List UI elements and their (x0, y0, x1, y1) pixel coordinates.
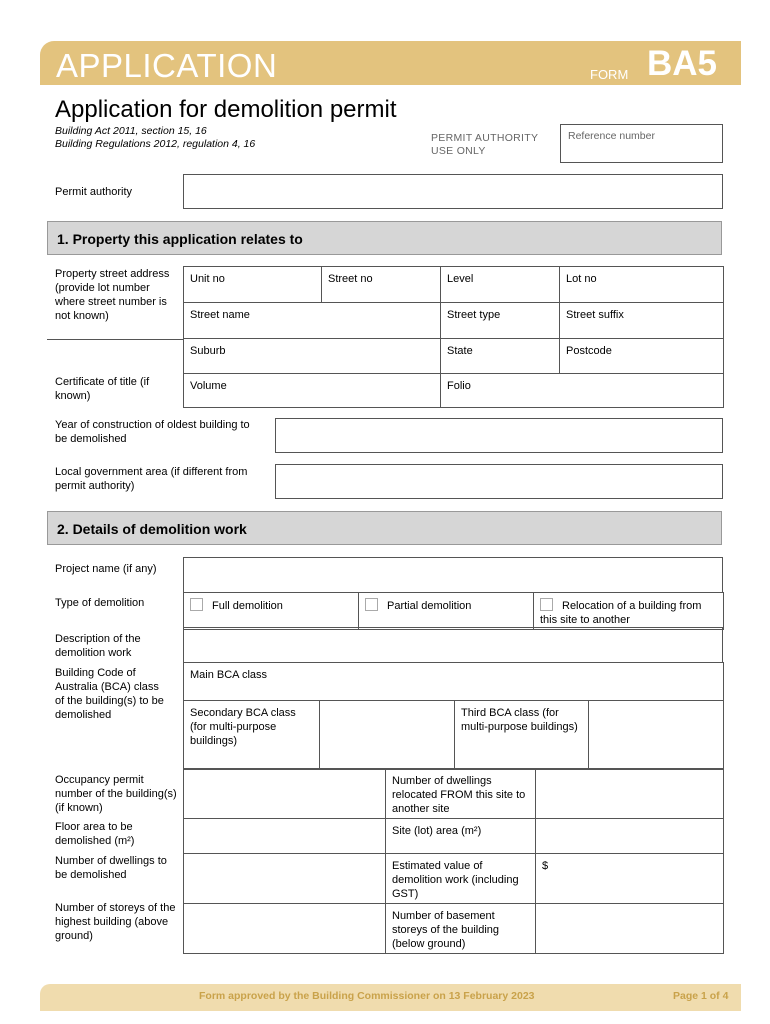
description-label: Description of the demolition work (55, 633, 141, 659)
property-address-table (183, 266, 724, 408)
permit-authority-field[interactable] (183, 174, 723, 209)
street-no-field[interactable]: Street no (322, 267, 441, 303)
page-number: Page 1 of 4 (673, 990, 729, 1002)
dwellings-relocated-field[interactable] (536, 769, 724, 819)
page-title: Application for demolition permit (55, 96, 397, 123)
pa-use-only-line2: USE ONLY (431, 145, 486, 157)
type-of-demolition-table (183, 592, 724, 630)
occupancy-permit-field[interactable] (184, 769, 386, 819)
description-field[interactable] (183, 627, 723, 663)
partial-demolition-checkbox[interactable] (365, 598, 378, 611)
full-demolition-option[interactable] (184, 593, 359, 630)
street-type-field[interactable]: Street type (441, 303, 560, 339)
suburb-field[interactable]: Suburb (184, 339, 441, 374)
street-suffix-field[interactable]: Street suffix (560, 303, 724, 339)
certificate-of-title-label: Certificate of title (if known) (55, 376, 150, 402)
dwellings-demolished-field[interactable] (184, 854, 386, 904)
storeys-above-label: Number of storeys of the highest building (above ground) (55, 902, 176, 942)
relocation-label: Relocation of a building from this site to another (540, 600, 702, 626)
footer-approval: Form approved by the Building Commissioner on 13 February 2023 (199, 990, 535, 1002)
folio-field[interactable]: Folio (441, 374, 724, 408)
storeys-above-field[interactable] (184, 904, 386, 954)
permit-authority-label: Permit authority (55, 186, 133, 198)
lga-label: Local government area (if different from permit authority) (55, 466, 248, 492)
postcode-field[interactable]: Postcode (560, 339, 724, 374)
year-construction-field[interactable] (275, 418, 723, 453)
project-name-field[interactable] (183, 557, 723, 593)
relocation-checkbox[interactable] (540, 598, 553, 611)
regulation-reference: Building Regulations 2012, regulation 4, 16 (55, 138, 256, 150)
street-address-label: Property street address (provide lot number where street number is not known) (55, 268, 170, 322)
banner-form-word: FORM (590, 67, 629, 82)
secondary-bca-label: Secondary BCA class (for multi-purpose buildings) (184, 701, 320, 770)
lot-no-field[interactable]: Lot no (560, 267, 724, 303)
bca-class-table (183, 662, 724, 770)
third-bca-field[interactable] (589, 701, 724, 770)
banner-form-code: BA5 (647, 44, 718, 83)
floor-area-label: Floor area to be demolished (m²) (55, 821, 135, 847)
main-bca-class-field[interactable]: Main BCA class (184, 663, 724, 701)
reference-number-label: Reference number (568, 130, 655, 142)
bca-class-label: Building Code of Australia (BCA) class of the building(s) to be demolished (55, 667, 164, 721)
pa-use-only-line1: PERMIT AUTHORITY (431, 132, 539, 144)
year-construction-label: Year of construction of oldest building to be demolished (55, 419, 250, 445)
estimated-value-field[interactable]: $ (536, 854, 724, 904)
estimated-value-label: Estimated value of demolition work (including GST) (386, 854, 536, 904)
banner-title: APPLICATION (56, 47, 278, 84)
full-demolition-checkbox[interactable] (190, 598, 203, 611)
dwellings-demolished-label: Number of dwellings to be demolished (55, 855, 167, 881)
state-field[interactable]: State (441, 339, 560, 374)
partial-demolition-label: Partial demolition (387, 600, 472, 612)
unit-no-field[interactable]: Unit no (184, 267, 322, 303)
site-area-field[interactable] (536, 819, 724, 854)
dwellings-relocated-label: Number of dwellings relocated FROM this site to another site (386, 769, 536, 819)
act-reference: Building Act 2011, section 15, 16 (55, 125, 207, 137)
storeys-below-label: Number of basement storeys of the building (below ground) (386, 904, 536, 954)
volume-field[interactable]: Volume (184, 374, 441, 408)
relocation-option[interactable] (534, 593, 724, 630)
third-bca-label: Third BCA class (for multi-purpose buildings) (455, 701, 589, 770)
site-area-label: Site (lot) area (m²) (386, 819, 536, 854)
label-divider (47, 339, 183, 340)
project-name-label: Project name (if any) (55, 563, 157, 575)
type-of-demolition-label: Type of demolition (55, 597, 145, 609)
street-name-field[interactable]: Street name (184, 303, 441, 339)
partial-demolition-option[interactable] (359, 593, 534, 630)
section-2-heading: 2. Details of demolition work (47, 511, 722, 545)
full-demolition-label: Full demolition (212, 600, 283, 612)
secondary-bca-field[interactable] (320, 701, 455, 770)
storeys-below-field[interactable] (536, 904, 724, 954)
level-field[interactable]: Level (441, 267, 560, 303)
reference-number-field[interactable] (560, 124, 723, 163)
floor-area-field[interactable] (184, 819, 386, 854)
lga-field[interactable] (275, 464, 723, 499)
occupancy-permit-label: Occupancy permit number of the building(s) (if known) (55, 774, 177, 814)
section-1-heading: 1. Property this application relates to (47, 221, 722, 255)
demolition-details-table (183, 768, 724, 954)
